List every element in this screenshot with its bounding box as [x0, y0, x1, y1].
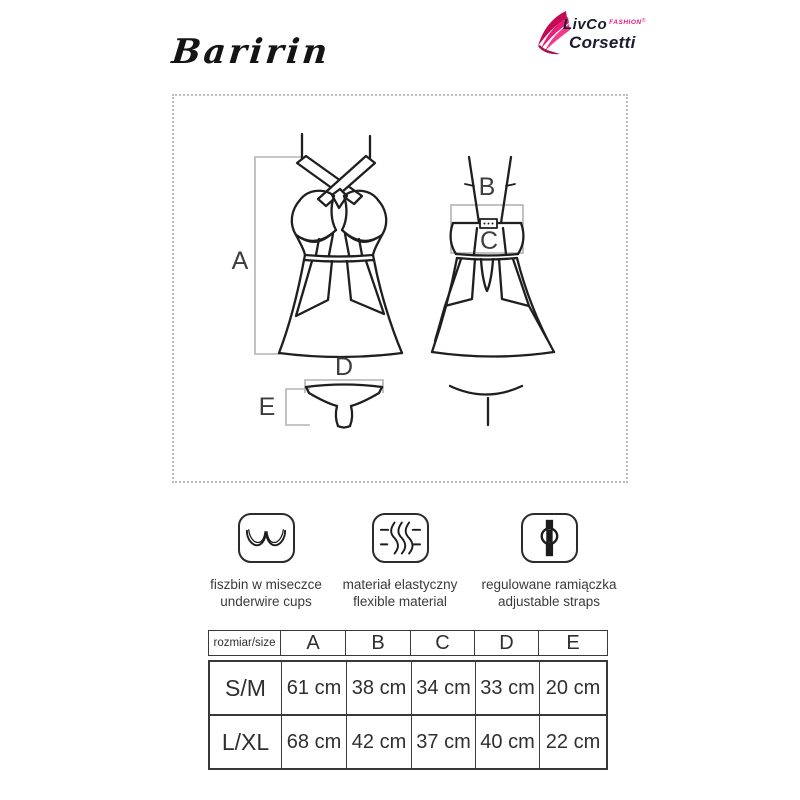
- logo-corsetti: Corsetti: [569, 33, 636, 52]
- value-cell: 38 cm: [347, 662, 412, 714]
- size-table-header-col-e: E: [566, 631, 580, 654]
- panty-back-drawing: [450, 386, 522, 425]
- logo-registered-mark: ®: [641, 18, 646, 24]
- value-cell: 33 cm: [476, 662, 540, 714]
- brand-logo: [536, 8, 648, 60]
- size-table: [208, 630, 608, 770]
- measure-label-e: E: [258, 393, 276, 421]
- measure-label-a: A: [231, 247, 249, 275]
- measure-label-c: C: [479, 227, 499, 255]
- underwire-cups-icon: [238, 513, 295, 563]
- measure-bracket-e: [286, 389, 310, 425]
- front-view-drawing: [279, 134, 402, 357]
- value-cell: 34 cm: [412, 662, 476, 714]
- logo-text: [563, 17, 645, 51]
- size-table-row-sm: [210, 662, 606, 716]
- value-cell: 42 cm: [347, 716, 412, 768]
- size-table-header: [208, 630, 608, 656]
- feature-caption-en: adjustable straps: [497, 594, 601, 609]
- size-table-row-lxl: [210, 716, 606, 768]
- measure-labels: [232, 173, 498, 421]
- value-cell: 20 cm: [545, 676, 601, 699]
- flexible-material-icon: [372, 513, 429, 563]
- feature-caption-en: underwire cups: [220, 594, 312, 609]
- measurement-diagram-box: [172, 94, 628, 483]
- feature-caption-en: flexible material: [353, 594, 447, 609]
- size-cell: S/M: [210, 662, 282, 714]
- value-cell: 68 cm: [282, 716, 347, 768]
- measure-label-d: D: [334, 353, 354, 381]
- measure-bracket-a: [255, 157, 301, 354]
- logo-livco: LivCo: [563, 16, 608, 33]
- value-cell: 61 cm: [282, 662, 347, 714]
- panty-front-drawing: [306, 385, 382, 428]
- adjustable-straps-icon: [521, 513, 578, 563]
- measure-label-b: B: [478, 173, 496, 201]
- value-cell: 37 cm: [412, 716, 476, 768]
- feature-caption-pl: materiał elastyczny: [342, 577, 458, 592]
- value-cell: 22 cm: [545, 730, 601, 753]
- value-cell: 40 cm: [476, 716, 540, 768]
- size-table-header-col-d: D: [475, 631, 539, 655]
- size-table-header-label: rozmiar/size: [209, 631, 281, 655]
- size-table-header-col-a: A: [281, 631, 346, 655]
- feature-adjustable-straps: [461, 513, 637, 610]
- size-table-header-col-b: B: [346, 631, 411, 655]
- feature-caption-pl: regulowane ramiączka: [481, 577, 617, 592]
- garment-measurement-drawing: [174, 96, 626, 481]
- logo-fashion: FASHION: [609, 19, 642, 26]
- size-table-body: [208, 660, 608, 770]
- size-cell: L/XL: [210, 716, 282, 768]
- feature-caption: [461, 576, 637, 610]
- product-title: Baririn: [169, 32, 333, 72]
- size-table-header-col-c: C: [411, 631, 475, 655]
- feature-caption-pl: fiszbin w miseczce: [210, 577, 322, 592]
